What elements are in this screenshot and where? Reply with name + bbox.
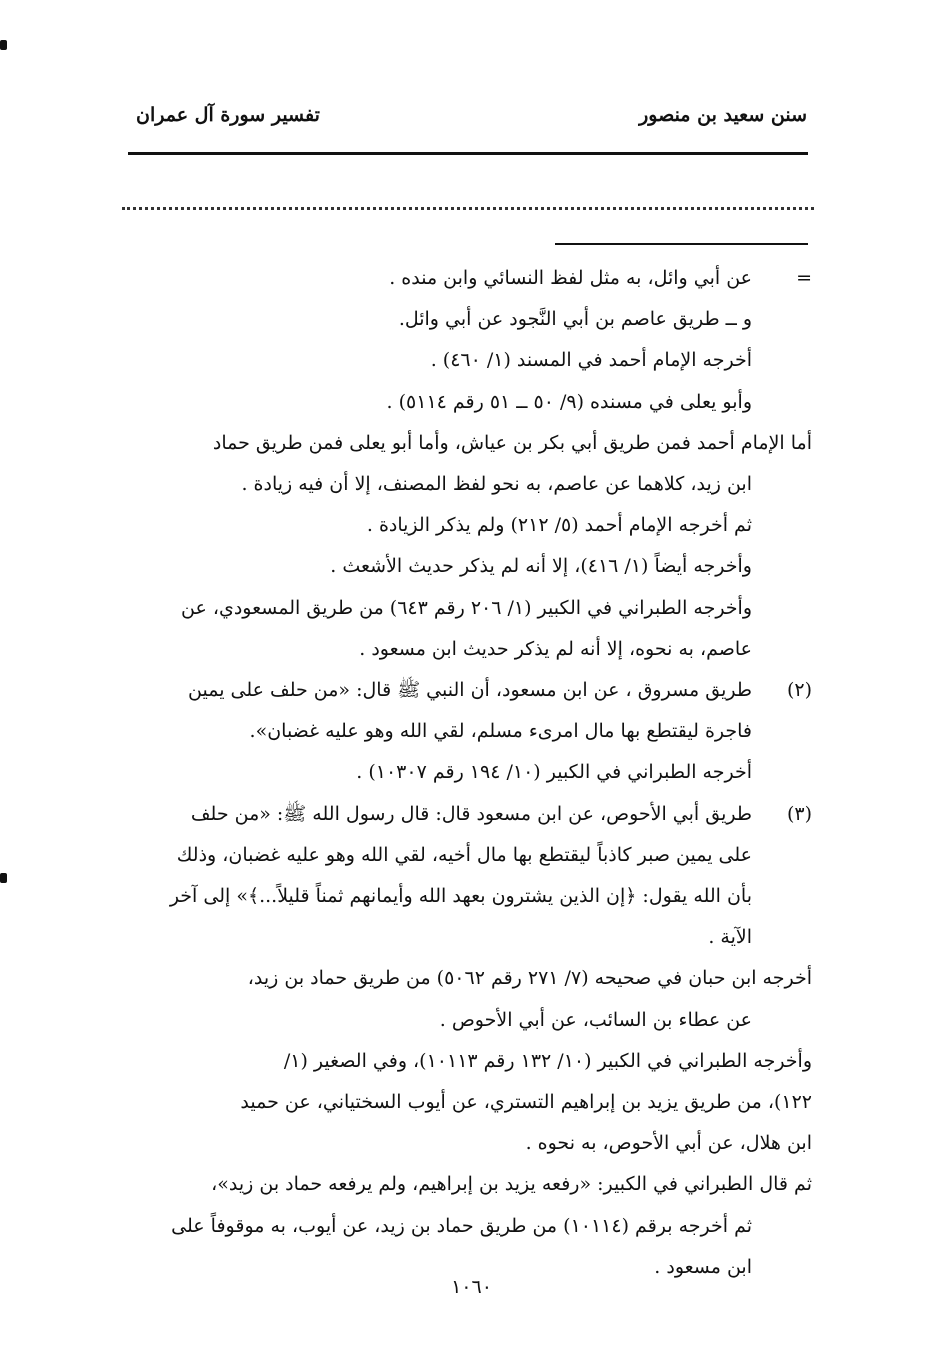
footnote-2	[120, 670, 812, 794]
footnotes	[120, 258, 812, 1288]
footnote-paragraph	[120, 958, 812, 1288]
text-line: أخرجه ابن حبان في صحيحه (٧/ ٢٧١ رقم ٥٠٦٢) من طريق حماد بن زيد،	[247, 967, 812, 990]
margin-mark	[0, 873, 7, 883]
footnote-marker: (٢)	[786, 679, 812, 702]
header-rule	[128, 152, 808, 155]
text-line: بأن الله يقول: ﴿إن الذين يشترون بعهد الله وأيمانهم ثمناً قليلاً...﴾» إلى آخر	[169, 885, 752, 908]
text-line: ١٢٢)، من طريق يزيد بن إبراهيم التستري، عن أيوب السختياني، عن حميد	[240, 1091, 812, 1114]
chapter-title: تفسير سورة آل عمران	[136, 104, 320, 126]
text-line: ثم أخرجه الإمام أحمد (٥/ ٢١٢) ولم يذكر الزيادة .	[366, 514, 752, 537]
text-line: وأخرجه الطبراني في الكبير (١/ ٢٠٦ رقم ٦٤٣) من طريق المسعودي، عن	[181, 596, 752, 619]
footnote-paragraph	[120, 423, 812, 670]
footnote-3	[120, 794, 812, 959]
text-line: فاجرة ليقتطع بها مال امرىء مسلم، لقي الله وهو عليه غضبان».	[249, 720, 752, 743]
text-line: أما الإمام أحمد فمن طريق أبي بكر بن عياش، وأما أبو يعلى فمن طريق حماد	[212, 431, 812, 454]
text-line: وأبو يعلى في مسنده (٩/ ٥٠ ــ ٥١ رقم ٥١١٤) .	[386, 390, 752, 413]
text-line: ثم قال الطبراني في الكبير: «رفعه يزيد بن إبراهيم، ولم يرفعه حماد بن زيد»،	[211, 1173, 812, 1196]
footnote-continuation	[120, 258, 812, 423]
text-line: عن عطاء بن السائب، عن أبي الأحوص .	[439, 1008, 752, 1031]
text-line: ابن مسعود .	[654, 1255, 752, 1278]
footnote-rule	[555, 243, 808, 245]
page-number: ١٠٦٠	[451, 1276, 492, 1298]
text-line: الآية .	[708, 926, 752, 949]
text-line: ابن زيد، كلاهما عن عاصم، به نحو لفظ المصنف، إلا أن فيه زيادة .	[241, 473, 752, 496]
text-line: وأخرجه أيضاً (١/ ٤١٦)، إلا أنه لم يذكر حديث الأشعث .	[330, 555, 752, 578]
book-title: سنن سعيد بن منصور	[639, 104, 807, 126]
dotted-separator	[122, 207, 814, 210]
text-line: ثم أخرجه برقم (١٠١١٤) من طريق حماد بن زيد، عن أيوب، به موقوفاً على	[171, 1214, 752, 1237]
text-line: ابن هلال، عن أبي الأحوص، به نحوه .	[525, 1132, 812, 1155]
text-line: على يمين صبر كاذباً ليقتطع بها مال أخيه، لقي الله وهو عليه غضبان، وذلك	[176, 843, 752, 866]
text-line: و ــ طريق عاصم بن أبي النَّجود عن أبي وائل.	[398, 308, 752, 331]
margin-mark	[0, 40, 7, 50]
text-line: أخرجه الطبراني في الكبير (١٠/ ١٩٤ رقم ١٠٣٠٧) .	[356, 761, 752, 784]
text-line: عاصم، به نحوه، إلا أنه لم يذكر حديث ابن مسعود .	[359, 637, 752, 660]
text-line: طريق أبي الأحوص، عن ابن مسعود قال: قال رسول الله ﷺ: «من حلف	[190, 802, 752, 825]
footnote-marker: =	[796, 267, 812, 289]
text-line: عن أبي وائل، به مثل لفظ النسائي وابن منده .	[389, 267, 752, 289]
text-line: طريق مسروق ، عن ابن مسعود، أن النبي ﷺ قال: «من حلف على يمين	[188, 679, 752, 702]
text-line: وأخرجه الطبراني في الكبير (١٠/ ١٣٢ رقم ١٠١١٣)، وفي الصغير (١/	[283, 1049, 812, 1072]
text-line: أخرجه الإمام أحمد في المسند (١/ ٤٦٠) .	[430, 349, 752, 372]
footnote-marker: (٣)	[786, 802, 812, 825]
